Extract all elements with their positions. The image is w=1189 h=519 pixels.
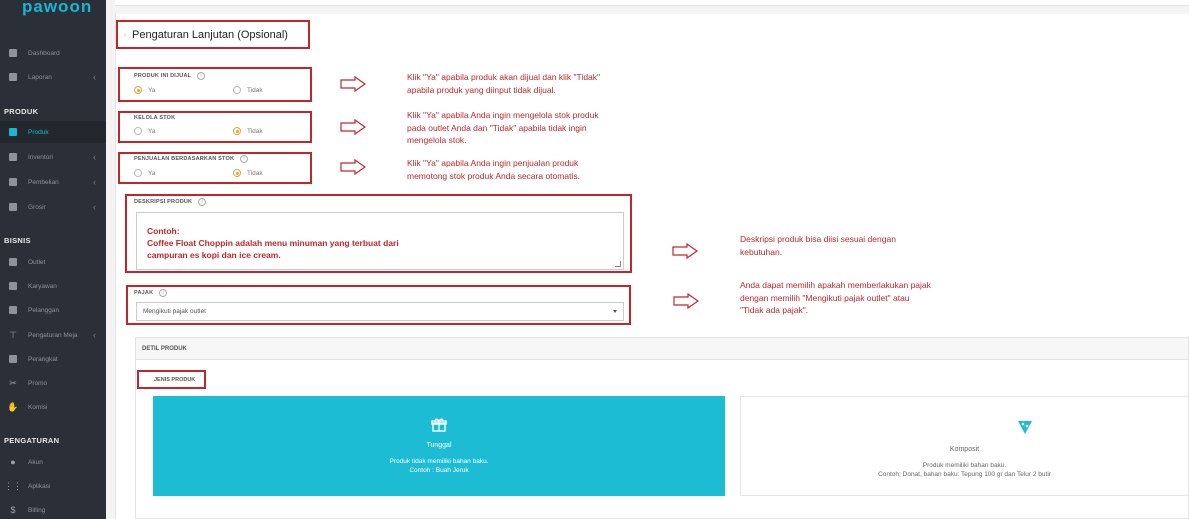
- section-title-pengaturan: PENGATURAN: [4, 436, 60, 445]
- chevron-left-icon: ‹: [93, 202, 96, 212]
- sidebar-item-billing[interactable]: $ Billing: [0, 499, 106, 519]
- note-pajak: Anda dapat memilih apakah memberlakukan pajak dengan memilih "Mengikuti pajak outlet" atau "Tidak ada pajak".: [740, 280, 931, 315]
- dijual-radio-ya[interactable]: Ya: [134, 86, 155, 94]
- radio-icon: [233, 86, 241, 94]
- product-type-komposit[interactable]: [740, 396, 1189, 496]
- employee-icon: [8, 281, 18, 291]
- radio-icon: [134, 86, 142, 94]
- penjualan-radio-tidak[interactable]: Tidak: [233, 169, 263, 177]
- deskripsi-label: DESKRIPSI PRODUK i: [134, 198, 206, 206]
- note-dijual: Klik "Ya" apabila produk akan dijual dan klik "Tidak" apabila produk yang diinput tidak dijual.: [407, 72, 601, 95]
- komposit-name: Komposit: [949, 446, 980, 453]
- dijual-label: PRODUK INI DIJUAL i: [134, 72, 205, 80]
- report-icon: [8, 72, 18, 82]
- advanced-settings-header[interactable]: [116, 20, 310, 49]
- pizza-slice-icon: [1017, 419, 1033, 435]
- account-icon: ●: [10, 457, 16, 467]
- detail-produk-header: DETIL PRODUK: [136, 338, 1188, 360]
- chevron-left-icon: ‹: [93, 152, 96, 162]
- outlet-icon: [8, 257, 18, 267]
- tunggal-desc1: Produk tidak memiliki bahan baku.: [389, 458, 489, 465]
- tunggal-desc2: Contoh : Buah Jeruk: [409, 467, 469, 474]
- arrow-right-icon: [340, 159, 366, 175]
- sidebar-item-pembelian[interactable]: Pembelian ‹: [0, 171, 106, 193]
- sidebar-item-produk[interactable]: Produk: [0, 121, 106, 143]
- sidebar-item-pengaturan-meja[interactable]: ⊤ Pengaturan Meja ‹: [9, 329, 96, 340]
- deskripsi-textarea[interactable]: [136, 212, 624, 270]
- product-icon: [8, 127, 18, 137]
- pajak-select-value: Mengikuti pajak outlet: [143, 308, 206, 315]
- purchase-icon: [8, 177, 18, 187]
- dashboard-icon: [8, 48, 18, 58]
- caret-down-icon: [613, 310, 617, 313]
- pawoon-logo[interactable]: pawoon: [22, 0, 93, 16]
- sidebar-item-promo[interactable]: ✂ Promo: [9, 377, 48, 388]
- sidebar-item-akun[interactable]: ● Akun: [0, 451, 106, 473]
- resize-handle-icon[interactable]: [615, 261, 621, 267]
- chevron-left-icon: ‹: [93, 72, 96, 82]
- sidebar-item-inventori[interactable]: Inventori ‹: [0, 146, 106, 168]
- sidebar-item-pelanggan[interactable]: Pelanggan: [0, 299, 106, 321]
- sidebar-item-perangkat[interactable]: Perangkat: [0, 348, 106, 370]
- arrow-right-icon: [340, 119, 366, 135]
- device-icon: [8, 354, 18, 364]
- note-deskripsi: Deskripsi produk bisa diisi sesuai dengan kebutuhan.: [740, 234, 896, 257]
- sidebar-item-outlet[interactable]: Outlet: [0, 251, 106, 273]
- sidebar-item-grosir[interactable]: Grosir ‹: [0, 196, 106, 218]
- stok-radio-ya[interactable]: Ya: [134, 127, 155, 135]
- info-icon[interactable]: i: [159, 289, 167, 297]
- deskripsi-line3: campuran es kopi dan ice cream.: [147, 250, 281, 260]
- sidebar: [0, 0, 106, 519]
- radio-icon: [233, 127, 241, 135]
- deskripsi-line1: Contoh:: [147, 226, 180, 236]
- jenis-produk-label: JENIS PRODUK: [137, 370, 206, 389]
- customer-icon: [8, 305, 18, 315]
- table-icon: ⊤: [9, 329, 17, 340]
- note-stok: Klik "Ya" apabila Anda ingin mengelola stok produk pada outlet Anda dan "Tidak" apabila tidak ingin mengelola stok.: [407, 110, 599, 145]
- info-icon[interactable]: i: [198, 198, 206, 206]
- arrow-right-icon: [672, 243, 698, 259]
- sidebar-item-aplikasi[interactable]: ⋮⋮ Aplikasi: [4, 480, 51, 491]
- sidebar-item-dashboard[interactable]: Dashboard: [0, 42, 106, 64]
- product-type-tunggal[interactable]: [153, 396, 725, 496]
- tunggal-name: Tunggal: [426, 442, 452, 449]
- info-icon[interactable]: i: [197, 72, 205, 80]
- radio-icon: [134, 169, 142, 177]
- note-penjualan: Klik "Ya" apabila Anda ingin penjualan produk memotong stok produk Anda secara otomatis.: [407, 158, 580, 181]
- chevron-left-icon: ‹: [93, 177, 96, 187]
- deskripsi-line2: Coffee Float Choppin adalah menu minuman yang terbuat dari: [147, 238, 399, 248]
- section-title-bisnis: BISNIS: [4, 236, 31, 245]
- radio-icon: [134, 127, 142, 135]
- inventory-icon: [8, 152, 18, 162]
- info-icon[interactable]: i: [240, 155, 248, 163]
- arrow-right-icon: [673, 293, 699, 309]
- pajak-label: PAJAK i: [134, 289, 167, 297]
- sidebar-item-karyawan[interactable]: Karyawan: [0, 275, 106, 297]
- commission-icon: ✋: [7, 401, 19, 412]
- pajak-select[interactable]: [136, 302, 624, 321]
- apps-icon: ⋮⋮: [4, 480, 22, 491]
- arrow-right-icon: [340, 76, 366, 92]
- komposit-desc2: Contoh; Donat, bahan baku: Tepung 100 gr dan Telur 2 butir: [878, 471, 1051, 478]
- penjualan-radio-ya[interactable]: Ya: [134, 169, 155, 177]
- chevron-left-icon: ‹: [93, 330, 96, 340]
- komposit-desc1: Produk memiliki bahan baku.: [922, 462, 1007, 469]
- stok-label: KELOLA STOK: [134, 115, 176, 121]
- radio-icon: [233, 169, 241, 177]
- penjualan-label: PENJUALAN BERDASARKAN STOK i: [134, 155, 248, 163]
- section-title-produk: PRODUK: [4, 107, 39, 116]
- collapse-icon: ›: [124, 33, 126, 39]
- top-card: [115, 0, 1189, 6]
- advanced-settings-title: Pengaturan Lanjutan (Opsional): [132, 28, 288, 41]
- sidebar-item-laporan[interactable]: Laporan ‹: [0, 66, 106, 88]
- stok-radio-tidak[interactable]: Tidak: [233, 127, 263, 135]
- sidebar-item-komisi[interactable]: ✋ Komisi: [7, 401, 48, 412]
- dijual-radio-tidak[interactable]: Tidak: [233, 86, 263, 94]
- billing-icon: $: [10, 505, 16, 515]
- promo-icon: ✂: [9, 377, 17, 388]
- wholesale-icon: [8, 202, 18, 212]
- gift-box-icon: [431, 417, 447, 433]
